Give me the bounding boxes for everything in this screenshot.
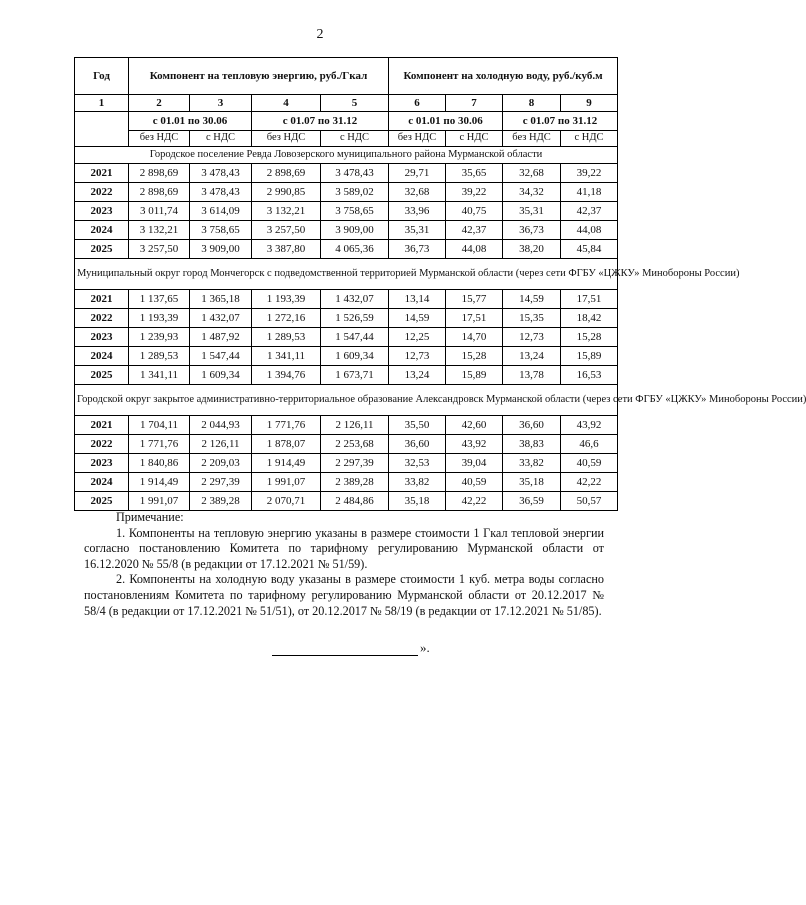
value-cell: 16,53 (561, 366, 618, 385)
column-number: 1 (75, 95, 129, 112)
value-cell: 36,59 (503, 492, 561, 511)
value-cell: 3 758,65 (190, 221, 252, 240)
value-cell: 1 272,16 (252, 309, 321, 328)
year-cell: 2023 (75, 328, 129, 347)
value-cell: 1 991,07 (129, 492, 190, 511)
year-cell: 2024 (75, 473, 129, 492)
value-cell: 13,24 (389, 366, 446, 385)
column-number: 8 (503, 95, 561, 112)
value-cell: 45,84 (561, 240, 618, 259)
table-row (75, 366, 618, 385)
year-cell: 2025 (75, 366, 129, 385)
year-cell: 2025 (75, 492, 129, 511)
note-item: 2. Компоненты на холодную воду указаны в размере стоимости 1 куб. метра воды согласно постановлениям Комитета по тарифному регулированию Мурманской области от 20.12.2017 № 58/4 (в редакции от 17.12.2021 № 51/51), от 20.12.2017 № 58/19 (в редакции от 17.12.2021 № 51/85). (84, 572, 604, 618)
table-row (75, 454, 618, 473)
table-header-row (75, 58, 618, 95)
value-cell: 3 478,43 (190, 183, 252, 202)
year-cell: 2021 (75, 164, 129, 183)
value-cell: 36,73 (503, 221, 561, 240)
period-label: с 01.01 по 30.06 (389, 112, 503, 131)
column-number: 3 (190, 95, 252, 112)
year-cell: 2022 (75, 183, 129, 202)
year-cell: 2024 (75, 221, 129, 240)
year-cell: 2022 (75, 309, 129, 328)
value-cell: 15,28 (446, 347, 503, 366)
value-cell: 36,60 (503, 416, 561, 435)
vat-row (75, 131, 618, 147)
section-title: Городской округ закрытое административно-территориальное образование Александровск Мурманской области (через сети ФГБУ «ЦЖКУ» Минобороны России) (75, 385, 618, 416)
table-row (75, 183, 618, 202)
value-cell: 2 297,39 (190, 473, 252, 492)
section-row (75, 385, 618, 416)
value-cell: 2 126,11 (190, 435, 252, 454)
value-cell: 43,92 (561, 416, 618, 435)
value-cell: 2 898,69 (129, 183, 190, 202)
value-cell: 2 253,68 (321, 435, 389, 454)
value-cell: 1 878,07 (252, 435, 321, 454)
value-cell: 1 673,71 (321, 366, 389, 385)
vat-label: без НДС (389, 131, 446, 147)
table-row (75, 309, 618, 328)
note-item: 1. Компоненты на тепловую энергию указаны в размере стоимости 1 Гкал тепловой энергии согласно постановлению Комитета по тарифному регулированию Мурманской области от 16.12.2020 № 55/8 (в редакции от 17.12.2021 № 51/59). (84, 525, 604, 571)
table-row (75, 290, 618, 309)
value-cell: 42,37 (446, 221, 503, 240)
header-year: Год (75, 58, 129, 95)
value-cell: 2 389,28 (190, 492, 252, 511)
value-cell: 1 914,49 (129, 473, 190, 492)
value-cell: 41,18 (561, 183, 618, 202)
value-cell: 3 478,43 (321, 164, 389, 183)
vat-label: с НДС (321, 131, 389, 147)
value-cell: 15,77 (446, 290, 503, 309)
value-cell: 32,53 (389, 454, 446, 473)
value-cell: 14,59 (389, 309, 446, 328)
value-cell: 2 044,93 (190, 416, 252, 435)
table-row (75, 473, 618, 492)
value-cell: 1 289,53 (129, 347, 190, 366)
value-cell: 43,92 (446, 435, 503, 454)
value-cell: 15,35 (503, 309, 561, 328)
value-cell: 39,22 (446, 183, 503, 202)
closing-quote: ». (420, 640, 430, 655)
table-row (75, 347, 618, 366)
table-row (75, 435, 618, 454)
table-row (75, 202, 618, 221)
table-row (75, 416, 618, 435)
value-cell: 1 771,76 (252, 416, 321, 435)
value-cell: 38,83 (503, 435, 561, 454)
value-cell: 2 484,86 (321, 492, 389, 511)
value-cell: 15,89 (561, 347, 618, 366)
value-cell: 1 341,11 (252, 347, 321, 366)
value-cell: 18,42 (561, 309, 618, 328)
notes (84, 510, 604, 619)
value-cell: 2 126,11 (321, 416, 389, 435)
column-number: 5 (321, 95, 389, 112)
value-cell: 3 257,50 (252, 221, 321, 240)
vat-label: с НДС (190, 131, 252, 147)
column-number: 6 (389, 95, 446, 112)
value-cell: 40,75 (446, 202, 503, 221)
value-cell: 33,82 (503, 454, 561, 473)
notes-heading: Примечание: (116, 510, 184, 524)
value-cell: 1 914,49 (252, 454, 321, 473)
value-cell: 38,20 (503, 240, 561, 259)
year-cell: 2022 (75, 435, 129, 454)
year-cell: 2021 (75, 290, 129, 309)
value-cell: 3 589,02 (321, 183, 389, 202)
value-cell: 17,51 (446, 309, 503, 328)
value-cell: 1 609,34 (321, 347, 389, 366)
value-cell: 39,22 (561, 164, 618, 183)
value-cell: 40,59 (561, 454, 618, 473)
value-cell: 32,68 (389, 183, 446, 202)
value-cell: 14,70 (446, 328, 503, 347)
value-cell: 1 771,76 (129, 435, 190, 454)
value-cell: 1 432,07 (321, 290, 389, 309)
year-cell: 2025 (75, 240, 129, 259)
value-cell: 1 239,93 (129, 328, 190, 347)
value-cell: 1 432,07 (190, 309, 252, 328)
value-cell: 40,59 (446, 473, 503, 492)
period-label: с 01.07 по 31.12 (252, 112, 389, 131)
value-cell: 33,82 (389, 473, 446, 492)
value-cell: 44,08 (446, 240, 503, 259)
table-row (75, 221, 618, 240)
value-cell: 34,32 (503, 183, 561, 202)
value-cell: 32,68 (503, 164, 561, 183)
period-row (75, 112, 618, 131)
value-cell: 3 614,09 (190, 202, 252, 221)
value-cell: 1 341,11 (129, 366, 190, 385)
period-label: с 01.01 по 30.06 (129, 112, 252, 131)
section-row (75, 259, 618, 290)
value-cell: 15,89 (446, 366, 503, 385)
header-heat-component: Компонент на тепловую энергию, руб./Гкал (129, 58, 389, 95)
value-cell: 35,31 (503, 202, 561, 221)
value-cell: 12,73 (503, 328, 561, 347)
value-cell: 39,04 (446, 454, 503, 473)
value-cell: 42,60 (446, 416, 503, 435)
value-cell: 3 257,50 (129, 240, 190, 259)
value-cell: 35,18 (503, 473, 561, 492)
period-label: с 01.07 по 31.12 (503, 112, 618, 131)
value-cell: 3 909,00 (321, 221, 389, 240)
value-cell: 1 289,53 (252, 328, 321, 347)
value-cell: 1 704,11 (129, 416, 190, 435)
column-number-row (75, 95, 618, 112)
table-row (75, 240, 618, 259)
value-cell: 13,14 (389, 290, 446, 309)
value-cell: 13,78 (503, 366, 561, 385)
value-cell: 33,96 (389, 202, 446, 221)
value-cell: 1 991,07 (252, 473, 321, 492)
value-cell: 2 297,39 (321, 454, 389, 473)
table-row (75, 328, 618, 347)
value-cell: 1 365,18 (190, 290, 252, 309)
value-cell: 42,22 (561, 473, 618, 492)
value-cell: 3 387,80 (252, 240, 321, 259)
column-number: 9 (561, 95, 618, 112)
section-row (75, 147, 618, 164)
value-cell: 42,22 (446, 492, 503, 511)
section-title: Городское поселение Ревда Ловозерского муниципального района Мурманской области (75, 147, 618, 164)
value-cell: 14,59 (503, 290, 561, 309)
header-water-component: Компонент на холодную воду, руб./куб.м (389, 58, 618, 95)
value-cell: 1 840,86 (129, 454, 190, 473)
vat-label: без НДС (503, 131, 561, 147)
closing-line (272, 640, 430, 656)
value-cell: 35,31 (389, 221, 446, 240)
value-cell: 1 137,65 (129, 290, 190, 309)
empty-cell (75, 112, 129, 147)
value-cell: 46,6 (561, 435, 618, 454)
value-cell: 36,60 (389, 435, 446, 454)
section-title: Муниципальный округ город Мончегорск с подведомственной территорией Мурманской области (через сети ФГБУ «ЦЖКУ» Минобороны России) (75, 259, 618, 290)
value-cell: 3 478,43 (190, 164, 252, 183)
value-cell: 3 132,21 (129, 221, 190, 240)
value-cell: 35,18 (389, 492, 446, 511)
vat-label: с НДС (446, 131, 503, 147)
value-cell: 35,65 (446, 164, 503, 183)
value-cell: 1 547,44 (190, 347, 252, 366)
value-cell: 13,24 (503, 347, 561, 366)
tariff-table (74, 57, 806, 511)
value-cell: 3 909,00 (190, 240, 252, 259)
column-number: 2 (129, 95, 190, 112)
value-cell: 4 065,36 (321, 240, 389, 259)
year-cell: 2023 (75, 202, 129, 221)
column-number: 4 (252, 95, 321, 112)
value-cell: 42,37 (561, 202, 618, 221)
value-cell: 3 011,74 (129, 202, 190, 221)
year-cell: 2021 (75, 416, 129, 435)
value-cell: 44,08 (561, 221, 618, 240)
value-cell: 1 487,92 (190, 328, 252, 347)
value-cell: 2 389,28 (321, 473, 389, 492)
value-cell: 1 394,76 (252, 366, 321, 385)
value-cell: 15,28 (561, 328, 618, 347)
value-cell: 3 132,21 (252, 202, 321, 221)
value-cell: 2 070,71 (252, 492, 321, 511)
value-cell: 1 193,39 (252, 290, 321, 309)
value-cell: 12,73 (389, 347, 446, 366)
vat-label: с НДС (561, 131, 618, 147)
value-cell: 3 758,65 (321, 202, 389, 221)
column-number: 7 (446, 95, 503, 112)
year-cell: 2023 (75, 454, 129, 473)
value-cell: 2 209,03 (190, 454, 252, 473)
table-row (75, 164, 618, 183)
value-cell: 50,57 (561, 492, 618, 511)
value-cell: 2 898,69 (129, 164, 190, 183)
value-cell: 1 526,59 (321, 309, 389, 328)
value-cell: 2 990,85 (252, 183, 321, 202)
value-cell: 1 193,39 (129, 309, 190, 328)
year-cell: 2024 (75, 347, 129, 366)
value-cell: 29,71 (389, 164, 446, 183)
vat-label: без НДС (129, 131, 190, 147)
value-cell: 36,73 (389, 240, 446, 259)
value-cell: 1 547,44 (321, 328, 389, 347)
value-cell: 35,50 (389, 416, 446, 435)
value-cell: 17,51 (561, 290, 618, 309)
page-number: 2 (316, 27, 324, 42)
vat-label: без НДС (252, 131, 321, 147)
signature-underline (272, 655, 418, 656)
value-cell: 1 609,34 (190, 366, 252, 385)
table-row (75, 492, 618, 511)
value-cell: 2 898,69 (252, 164, 321, 183)
value-cell: 12,25 (389, 328, 446, 347)
table-body (75, 147, 806, 511)
